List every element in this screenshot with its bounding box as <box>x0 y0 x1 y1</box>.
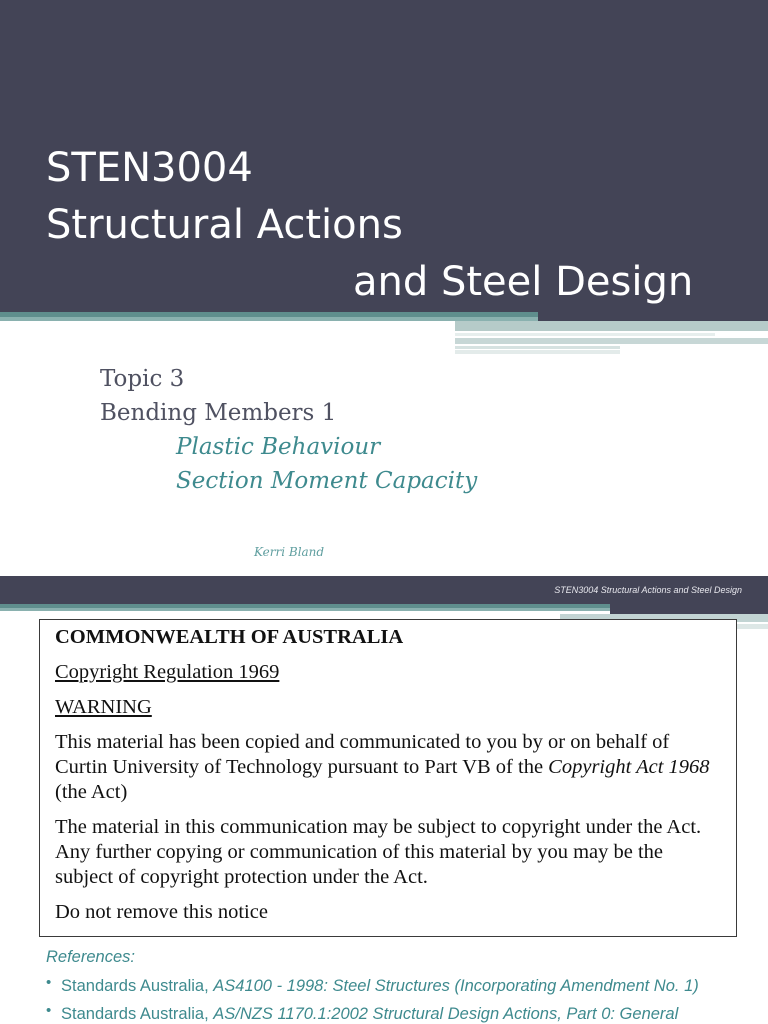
course-footer: STEN3004 Structural Actions and Steel Design <box>554 585 742 595</box>
banner-stripe <box>455 321 768 331</box>
notice-paragraph-1-text: This material has been copied and communicated to you by or on behalf of Curtin University of Technology pursuant to Part VB of the <box>55 731 670 778</box>
subtopic-plastic-behaviour: Plastic Behaviour <box>176 434 381 460</box>
notice-paragraph-3: Do not remove this notice <box>55 901 268 923</box>
slide-title <box>46 140 693 311</box>
notice-paragraph-2: The material in this communication may be subject to copyright under the Act. Any further copying or communication of this material by you may be the subject of copyright protection under the Act. <box>55 816 702 888</box>
topic-label: Topic 3 <box>100 366 185 392</box>
banner-stripe <box>455 350 620 354</box>
bullet-icon: • <box>46 1002 52 1019</box>
banner-stripe <box>455 346 620 349</box>
copyright-slide <box>0 576 768 1024</box>
notice-regulation: Copyright Regulation 1969 <box>55 661 280 683</box>
references-section <box>46 948 768 1024</box>
notice-act-title: Copyright Act 1968 <box>548 756 710 778</box>
subtopic-section-moment-capacity: Section Moment Capacity <box>176 468 478 494</box>
reference-publisher: Standards Australia, <box>61 1005 214 1023</box>
bullet-icon: • <box>46 974 52 991</box>
banner-stripe <box>610 602 768 614</box>
references-title: References: <box>46 948 135 966</box>
notice-warning: WARNING <box>55 696 152 718</box>
reference-item <box>46 1004 768 1024</box>
title-line-course-name-1: Structural Actions <box>46 202 403 248</box>
banner-stripe <box>455 333 715 336</box>
reference-document: AS4100 - 1998: Steel Structures (Incorporating Amendment No. 1) <box>213 977 699 995</box>
subject-label: Bending Members 1 <box>100 400 337 426</box>
notice-paragraph-1 <box>55 730 721 805</box>
reference-publisher: Standards Australia, <box>61 977 214 995</box>
title-line-course-name-2: and Steel Design <box>353 259 694 305</box>
copyright-notice-box <box>39 619 737 937</box>
notice-paragraph-1-end: (the Act) <box>55 781 128 803</box>
author-name: Kerri Bland <box>254 545 325 559</box>
reference-item <box>46 976 768 996</box>
notice-heading: COMMONWEALTH OF AUSTRALIA <box>55 626 404 648</box>
slide-subtitle <box>100 362 477 498</box>
title-line-course-code: STEN3004 <box>46 145 253 191</box>
reference-document: AS/NZS 1170.1:2002 Structural Design Actions, Part 0: General <box>213 1005 679 1023</box>
banner-stripe <box>455 338 768 344</box>
